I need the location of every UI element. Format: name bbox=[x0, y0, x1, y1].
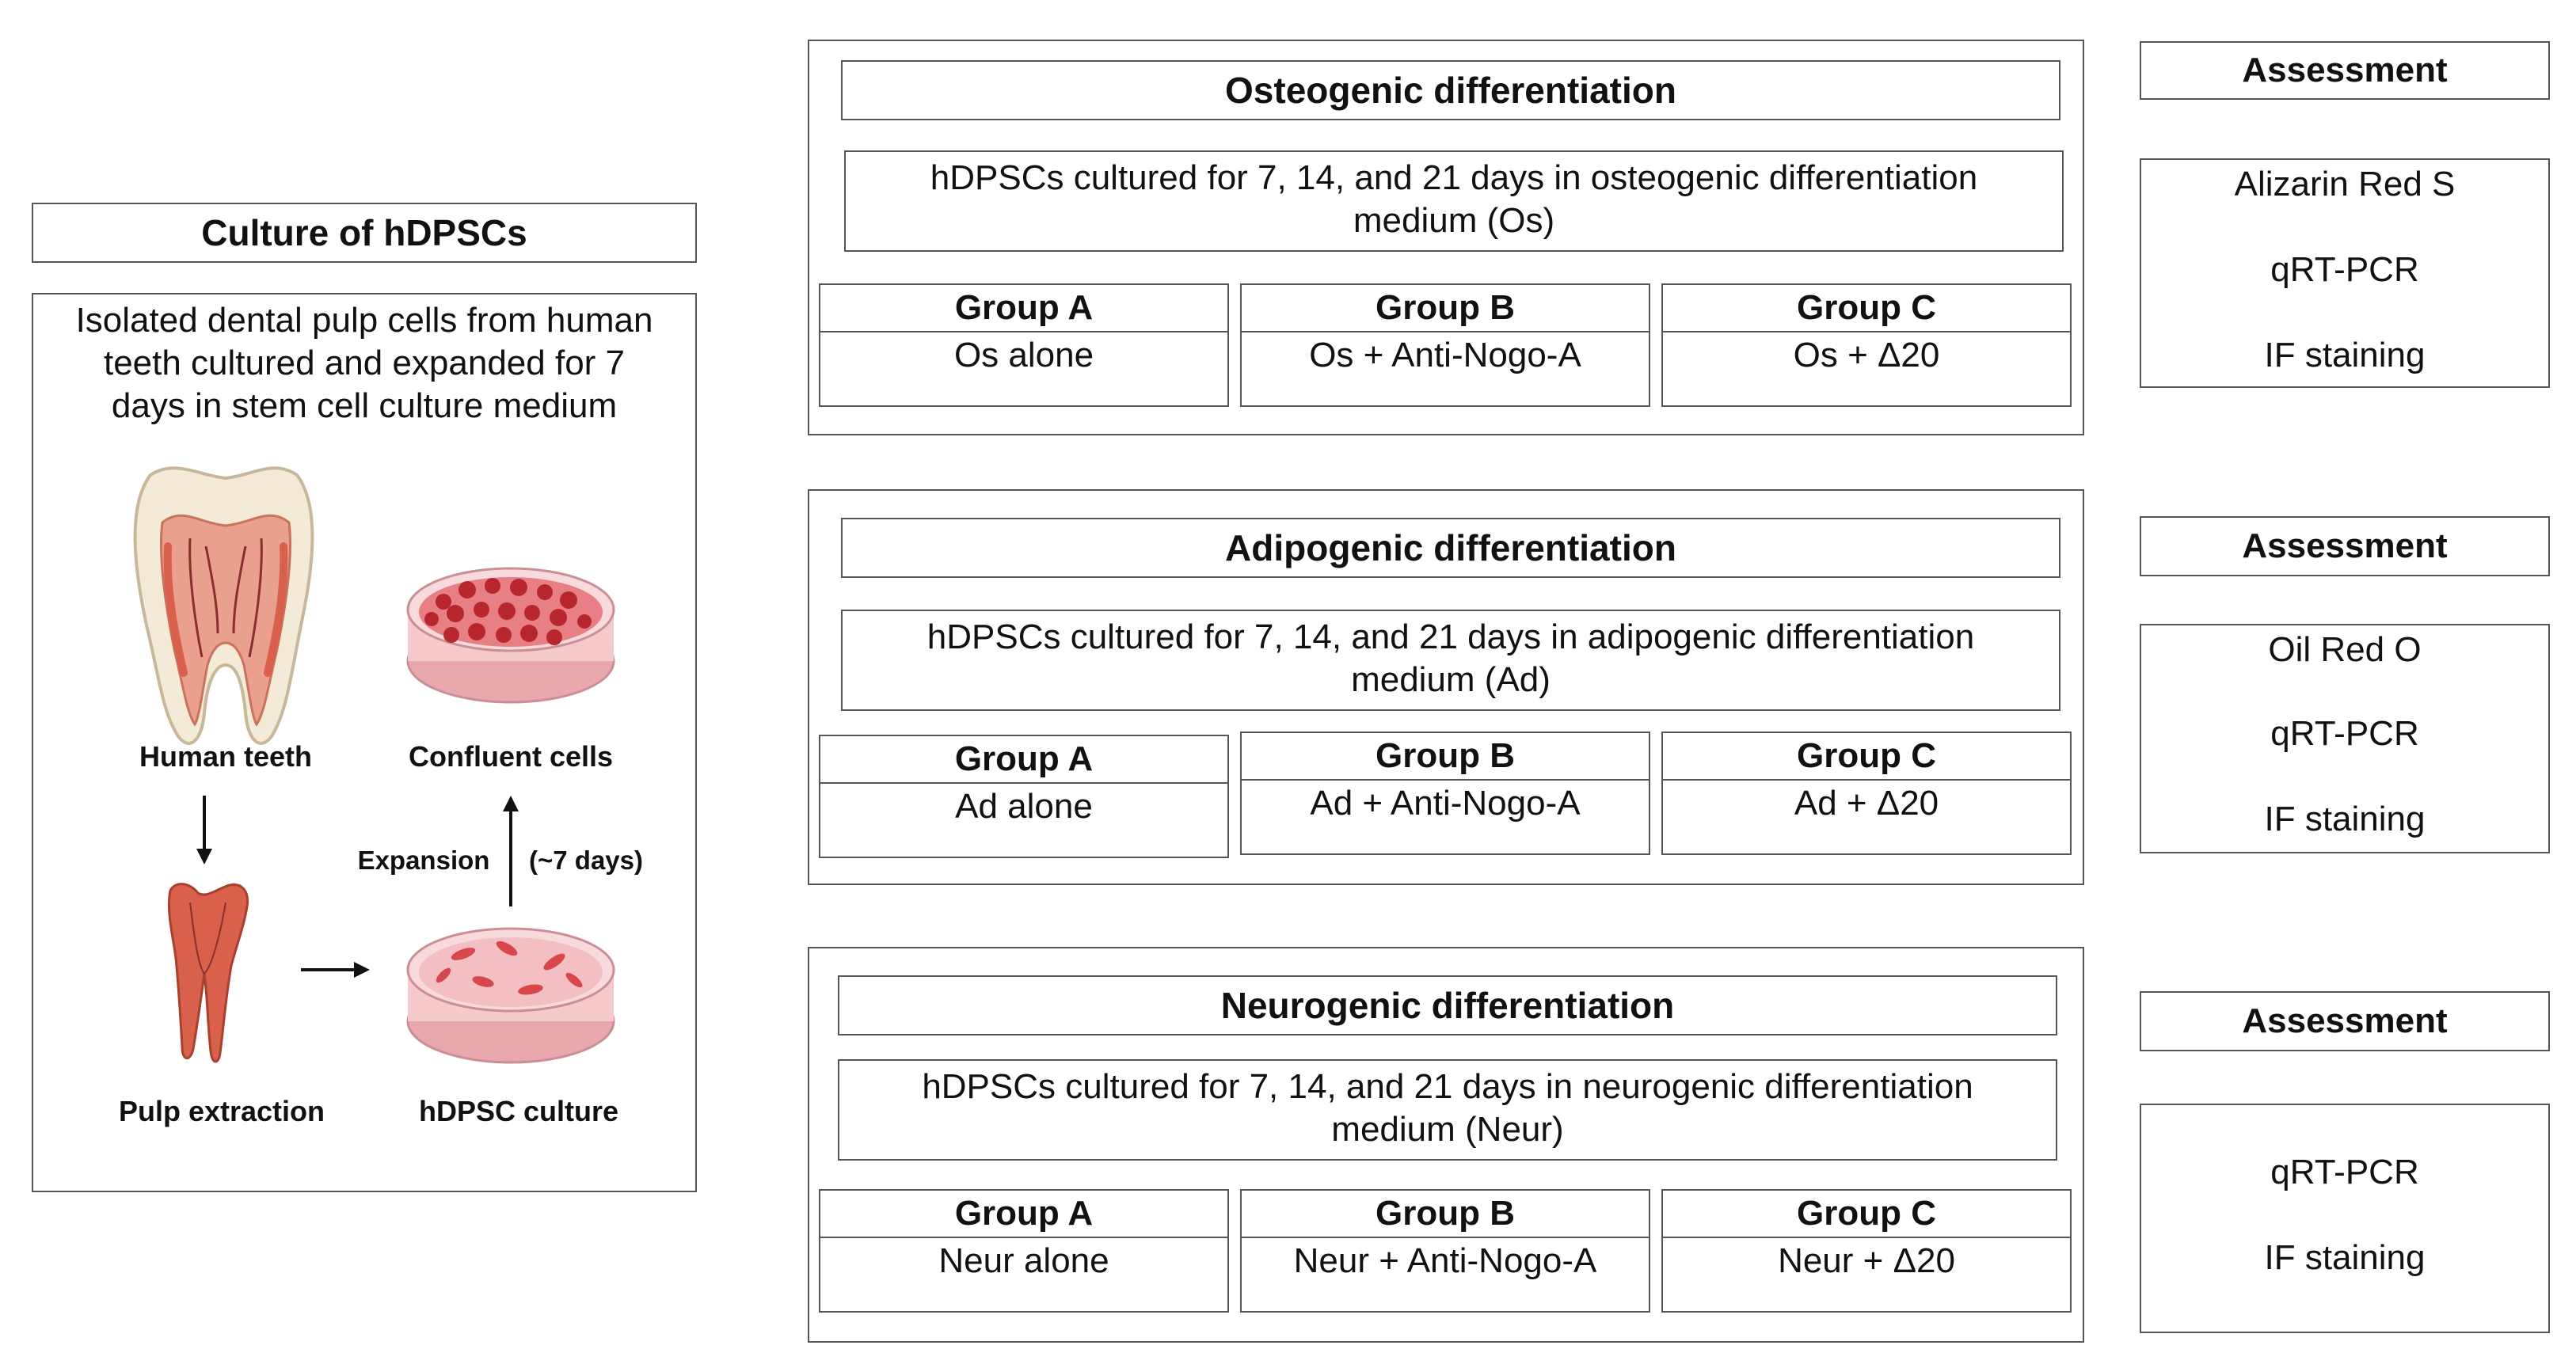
culture-dish-icon bbox=[408, 929, 614, 1062]
arrow-down-icon bbox=[196, 796, 212, 864]
group-value: Os + Δ20 bbox=[1793, 336, 1940, 374]
assessment-item: qRT-PCR bbox=[2270, 1153, 2419, 1191]
osteogenic-title: Osteogenic differentiation bbox=[841, 60, 2060, 120]
label-pulp-extraction: Pulp extraction bbox=[118, 1095, 325, 1127]
assessment-item: Alizarin Red S bbox=[2234, 165, 2456, 203]
group-value: Ad alone bbox=[955, 787, 1093, 826]
assessment-item: IF staining bbox=[2264, 800, 2426, 838]
neurogenic-group-c bbox=[1661, 1189, 2072, 1313]
assessment-item: qRT-PCR bbox=[2270, 250, 2419, 289]
culture-description: Isolated dental pulp cells from human teeth cultured and expanded for 7 days in stem cell culture medium bbox=[75, 301, 653, 425]
arrow-up-icon bbox=[503, 796, 519, 906]
adipogenic-group-a bbox=[819, 735, 1229, 858]
assessment-item: Oil Red O bbox=[2268, 630, 2422, 669]
osteogenic-group-a bbox=[819, 283, 1229, 407]
label-confluent-cells: Confluent cells bbox=[408, 740, 614, 773]
group-value: Ad + Δ20 bbox=[1794, 784, 1939, 823]
group-name: Group B bbox=[1242, 1191, 1649, 1238]
arrow-right-icon bbox=[301, 962, 370, 978]
label-human-teeth: Human teeth bbox=[139, 740, 313, 773]
adipogenic-assessment-list bbox=[2140, 624, 2550, 853]
osteogenic-group-b bbox=[1240, 283, 1650, 407]
label-hdpsc-culture: hDPSC culture bbox=[418, 1095, 619, 1127]
group-value: Os + Anti-Nogo-A bbox=[1309, 336, 1581, 374]
group-name: Group C bbox=[1663, 1191, 2070, 1238]
osteogenic-group-c bbox=[1661, 283, 2072, 407]
group-value: Neur + Anti-Nogo-A bbox=[1293, 1241, 1597, 1280]
human-tooth-icon bbox=[135, 468, 313, 743]
neurogenic-title: Neurogenic differentiation bbox=[838, 975, 2057, 1036]
group-name: Group A bbox=[820, 1191, 1227, 1238]
group-value: Neur + Δ20 bbox=[1778, 1241, 1955, 1280]
osteogenic-assessment-title: Assessment bbox=[2140, 41, 2550, 100]
assessment-item: IF staining bbox=[2264, 1238, 2426, 1277]
group-name: Group A bbox=[820, 285, 1227, 332]
neurogenic-group-a bbox=[819, 1189, 1229, 1313]
group-value: Os alone bbox=[953, 336, 1094, 374]
adipogenic-title: Adipogenic differentiation bbox=[841, 518, 2060, 578]
adipogenic-group-c bbox=[1661, 732, 2072, 855]
neurogenic-assessment-list bbox=[2140, 1104, 2550, 1333]
group-name: Group B bbox=[1242, 285, 1649, 332]
adipogenic-group-b bbox=[1240, 732, 1650, 855]
label-expansion-days: (~7 days) bbox=[529, 846, 643, 875]
group-name: Group C bbox=[1663, 733, 2070, 781]
neurogenic-description: hDPSCs cultured for 7, 14, and 21 days in neurogenic differentiation medium (Neur) bbox=[838, 1059, 2057, 1161]
group-name: Group C bbox=[1663, 285, 2070, 332]
pulp-icon bbox=[169, 884, 247, 1062]
adipogenic-assessment-title: Assessment bbox=[2140, 516, 2550, 576]
confluent-dish-icon bbox=[408, 568, 614, 702]
assessment-item: qRT-PCR bbox=[2270, 714, 2419, 753]
group-value: Neur alone bbox=[938, 1241, 1109, 1280]
culture-title: Culture of hDPSCs bbox=[32, 203, 697, 263]
osteogenic-description: hDPSCs cultured for 7, 14, and 21 days in osteogenic differentiation medium (Os) bbox=[844, 150, 2064, 252]
osteogenic-assessment-list bbox=[2140, 158, 2550, 388]
neurogenic-assessment-title: Assessment bbox=[2140, 991, 2550, 1051]
group-name: Group A bbox=[820, 736, 1227, 784]
label-expansion: Expansion bbox=[357, 846, 490, 875]
group-value: Ad + Anti-Nogo-A bbox=[1310, 784, 1581, 823]
assessment-item: IF staining bbox=[2264, 336, 2426, 374]
neurogenic-group-b bbox=[1240, 1189, 1650, 1313]
adipogenic-description: hDPSCs cultured for 7, 14, and 21 days in adipogenic differentiation medium (Ad) bbox=[841, 610, 2060, 711]
group-name: Group B bbox=[1242, 733, 1649, 781]
